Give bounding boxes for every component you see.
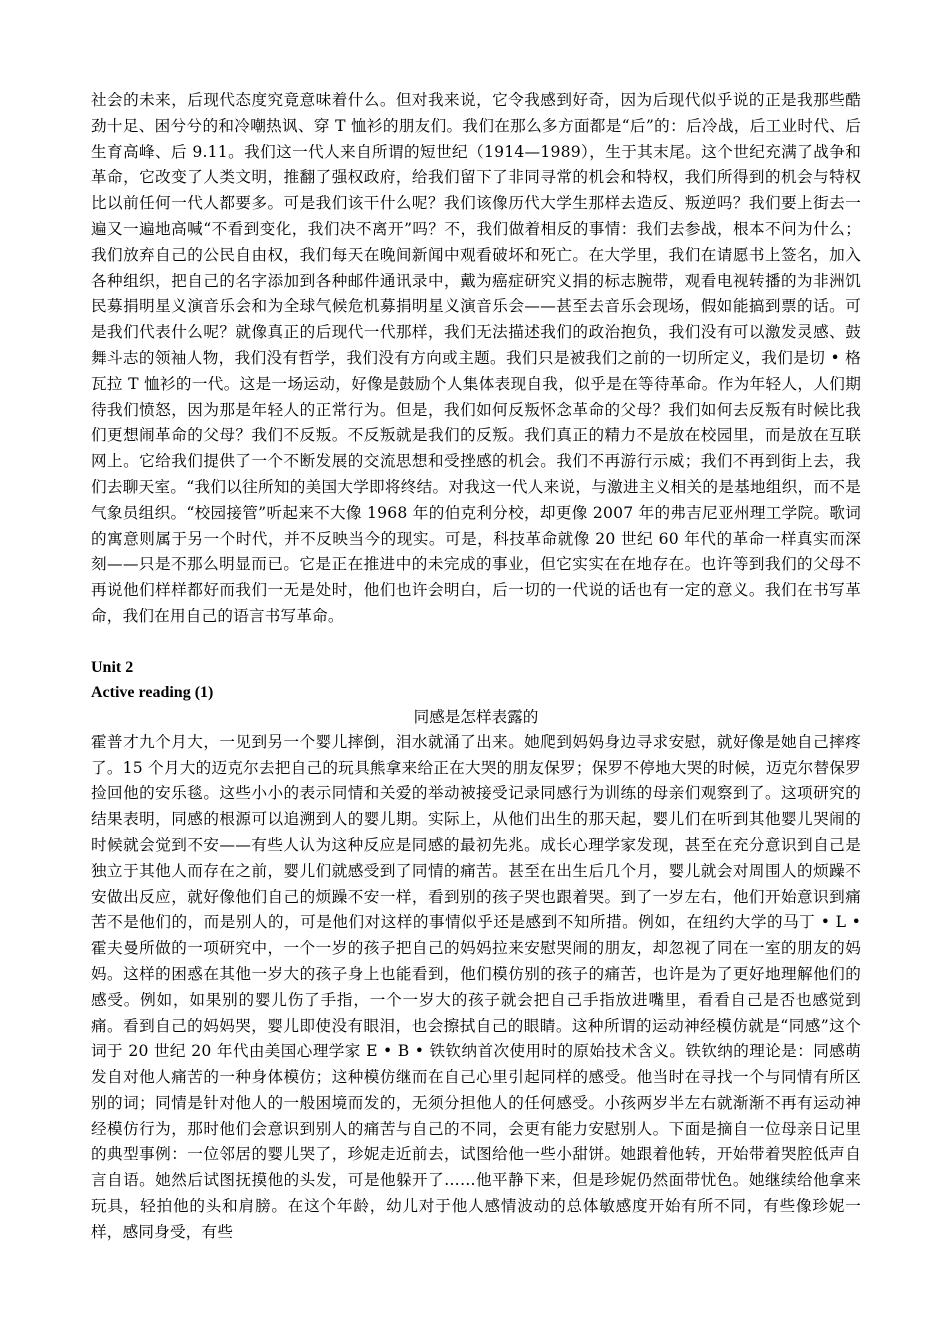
article-title: 同感是怎样表露的 xyxy=(413,707,539,726)
section-heading: Active reading (1) xyxy=(91,683,214,701)
unit-heading: Unit 2 xyxy=(91,658,134,676)
paragraph-post-generation: 社会的未来，后现代态度究竟意味着什么。但对我来说，它令我感到好奇，因为后现代似乎说的正是我那些酷劲十足、困兮兮的和冷嘲热讽、穿 T 恤衫的朋友们。我们在那么多方面都是“后”的：后冷战，后工业时代、后生育高峰、后 9.11。我们这一代人来自所谓的短世纪（1914—1989），生于其末尾。这个世纪充满了战争和革命，它改变了人类文明，推翻了强权政府，给我们留下了非同寻常的机会和特权，我们所得到的机会与特权比以前任何一代人都要多。可是我们该干什么呢？我们该像历代大学生那样去造反、叛逆吗？我们要上街去一遍又一遍地高喊“不看到变化，我们决不离开”吗？不，我们做着相反的事情：我们去参战，根本不问为什么；我们放弃自己的公民自由权，我们每天在晚间新闻中观看破坏和死亡。在大学里，我们在请愿书上签名，加入各种组织，把自己的名字添加到各种邮件通讯录中，戴为癌症研究义捐的标志腕带，观看电视转播的为非洲饥民募捐明星义演音乐会和为全球气候危机募捐明星义演音乐会——甚至去音乐会现场，假如能搞到票的话。可是我们代表什么呢？就像真正的后现代一代那样，我们无法描述我们的政治抱负，我们没有可以激发灵感、鼓舞斗志的领袖人物，我们没有哲学，我们没有方向或主题。我们只是被我们之前的一切所定义，我们是切 • 格瓦拉 T 恤衫的一代。这是一场运动，好像是鼓励个人集体表现自我，似乎是在等待革命。作为年轻人，人们期待我们愤怒，因为那是年轻人的正常行为。但是，我们如何反叛怀念革命的父母？我们如何去反叛有时候比我们更想闹革命的父母？我们不反叛。不反叛就是我们的反叛。我们真正的精力不是放在校园里，而是放在互联网上。它给我们提供了一个不断发展的交流思想和受挫感的机会。我们不再游行示威；我们不再到街上去，我们去聊天室。“我们以往所知的美国大学即将终结。对我这一代人来说，与激进主义相关的是基地组织，而不是气象员组织。“校园接管”听起来不大像 1968 年的伯克利分校，却更像 2007 年的弗吉尼亚州理工学院。歌词的寓意则属于另一个时代，并不反映当今的现实。可是，科技革命就像 20 世纪 60 年代的革命一样真实而深刻——只是不那么明显而已。它是正在推进中的未完成的事业，但它实实在在地存在。也许等到我们的父母不再说他们样样都好而我们一无是处时，他们也许会明白，后一切的一代说的话也有一定的意义。我们在书写革命，我们在用自己的语言书写革命。 xyxy=(91,91,861,625)
document-page xyxy=(91,88,861,1246)
section-gap xyxy=(91,630,861,655)
paragraph-empathy: 霍普才九个月大，一见到另一个婴儿摔倒，泪水就涌了出来。她爬到妈妈身边寻求安慰，就好像是她自己摔疼了。15 个月大的迈克尔去把自己的玩具熊拿来给正在大哭的朋友保罗；保罗不停地大哭的时候，迈克尔替保罗捡回他的安乐毯。这些小小的表示同情和关爱的举动被接受记录同感行为训练的母亲们观察到了。这项研究的结果表明，同感的根源可以追溯到人的婴儿期。实际上，从他们出生的那天起，婴儿们在听到其他婴儿哭闹的时候就会觉到不安——有些人认为这种反应是同感的最初先兆。成长心理学家发现，甚至在充分意识到自己是独立于其他人而存在之前，婴儿们就感受到了同情的痛苦。甚至在出生后几个月，婴儿就会对周围人的烦躁不安做出反应，就好像他们自己的烦躁不安一样，看到别的孩子哭也跟着哭。到了一岁左右，他们开始意识到痛苦不是他们的，而是别人的，可是他们对这样的事情似乎还是感到不知所措。例如，在纽约大学的马丁 • L • 霍夫曼所做的一项研究中，一个一岁的孩子把自己的妈妈拉来安慰哭闹的朋友，却忽视了同在一室的朋友的妈妈。这样的困惑在其他一岁大的孩子身上也能看到，他们模仿别的孩子的痛苦，也许是为了更好地理解他们的感受。例如，如果别的婴儿伤了手指，一个一岁大的孩子就会把自己手指放进嘴里，看看自己是否也感觉到痛。看到自己的妈妈哭，婴儿即使没有眼泪，也会擦拭自己的眼睛。这种所谓的运动神经模仿就是“同感”这个词于 20 世纪 20 年代由美国心理学家 E • B • 铁钦纳首次使用时的原始技术含义。铁钦纳的理论是：同感萌发自对他人痛苦的一种身体模仿；这种模仿继而在自己心里引起同样的感受。他当时在寻找一个与同情有所区别的词；同情是针对他人的一般困境而发的，无须分担他人的任何感受。小孩两岁半左右就渐渐不再有运动神经模仿行为，那时他们会意识到别人的痛苦与自己的不同，会更有能力安慰别人。下面是摘自一位母亲日记里的典型事例：一位邻居的婴儿哭了，珍妮走近前去，试图给他一些小甜饼。她跟着他转，开始带着哭腔低声自言自语。她然后试图抚摸他的头发，可是他躲开了……他平静下来，但是珍妮仍然面带忧色。她继续给他拿来玩具，轻拍他的头和肩膀。在这个年龄，幼儿对于他人感情波动的总体敏感度开始有所不同，有些像珍妮一样，感同身受，有些 xyxy=(91,732,861,1241)
